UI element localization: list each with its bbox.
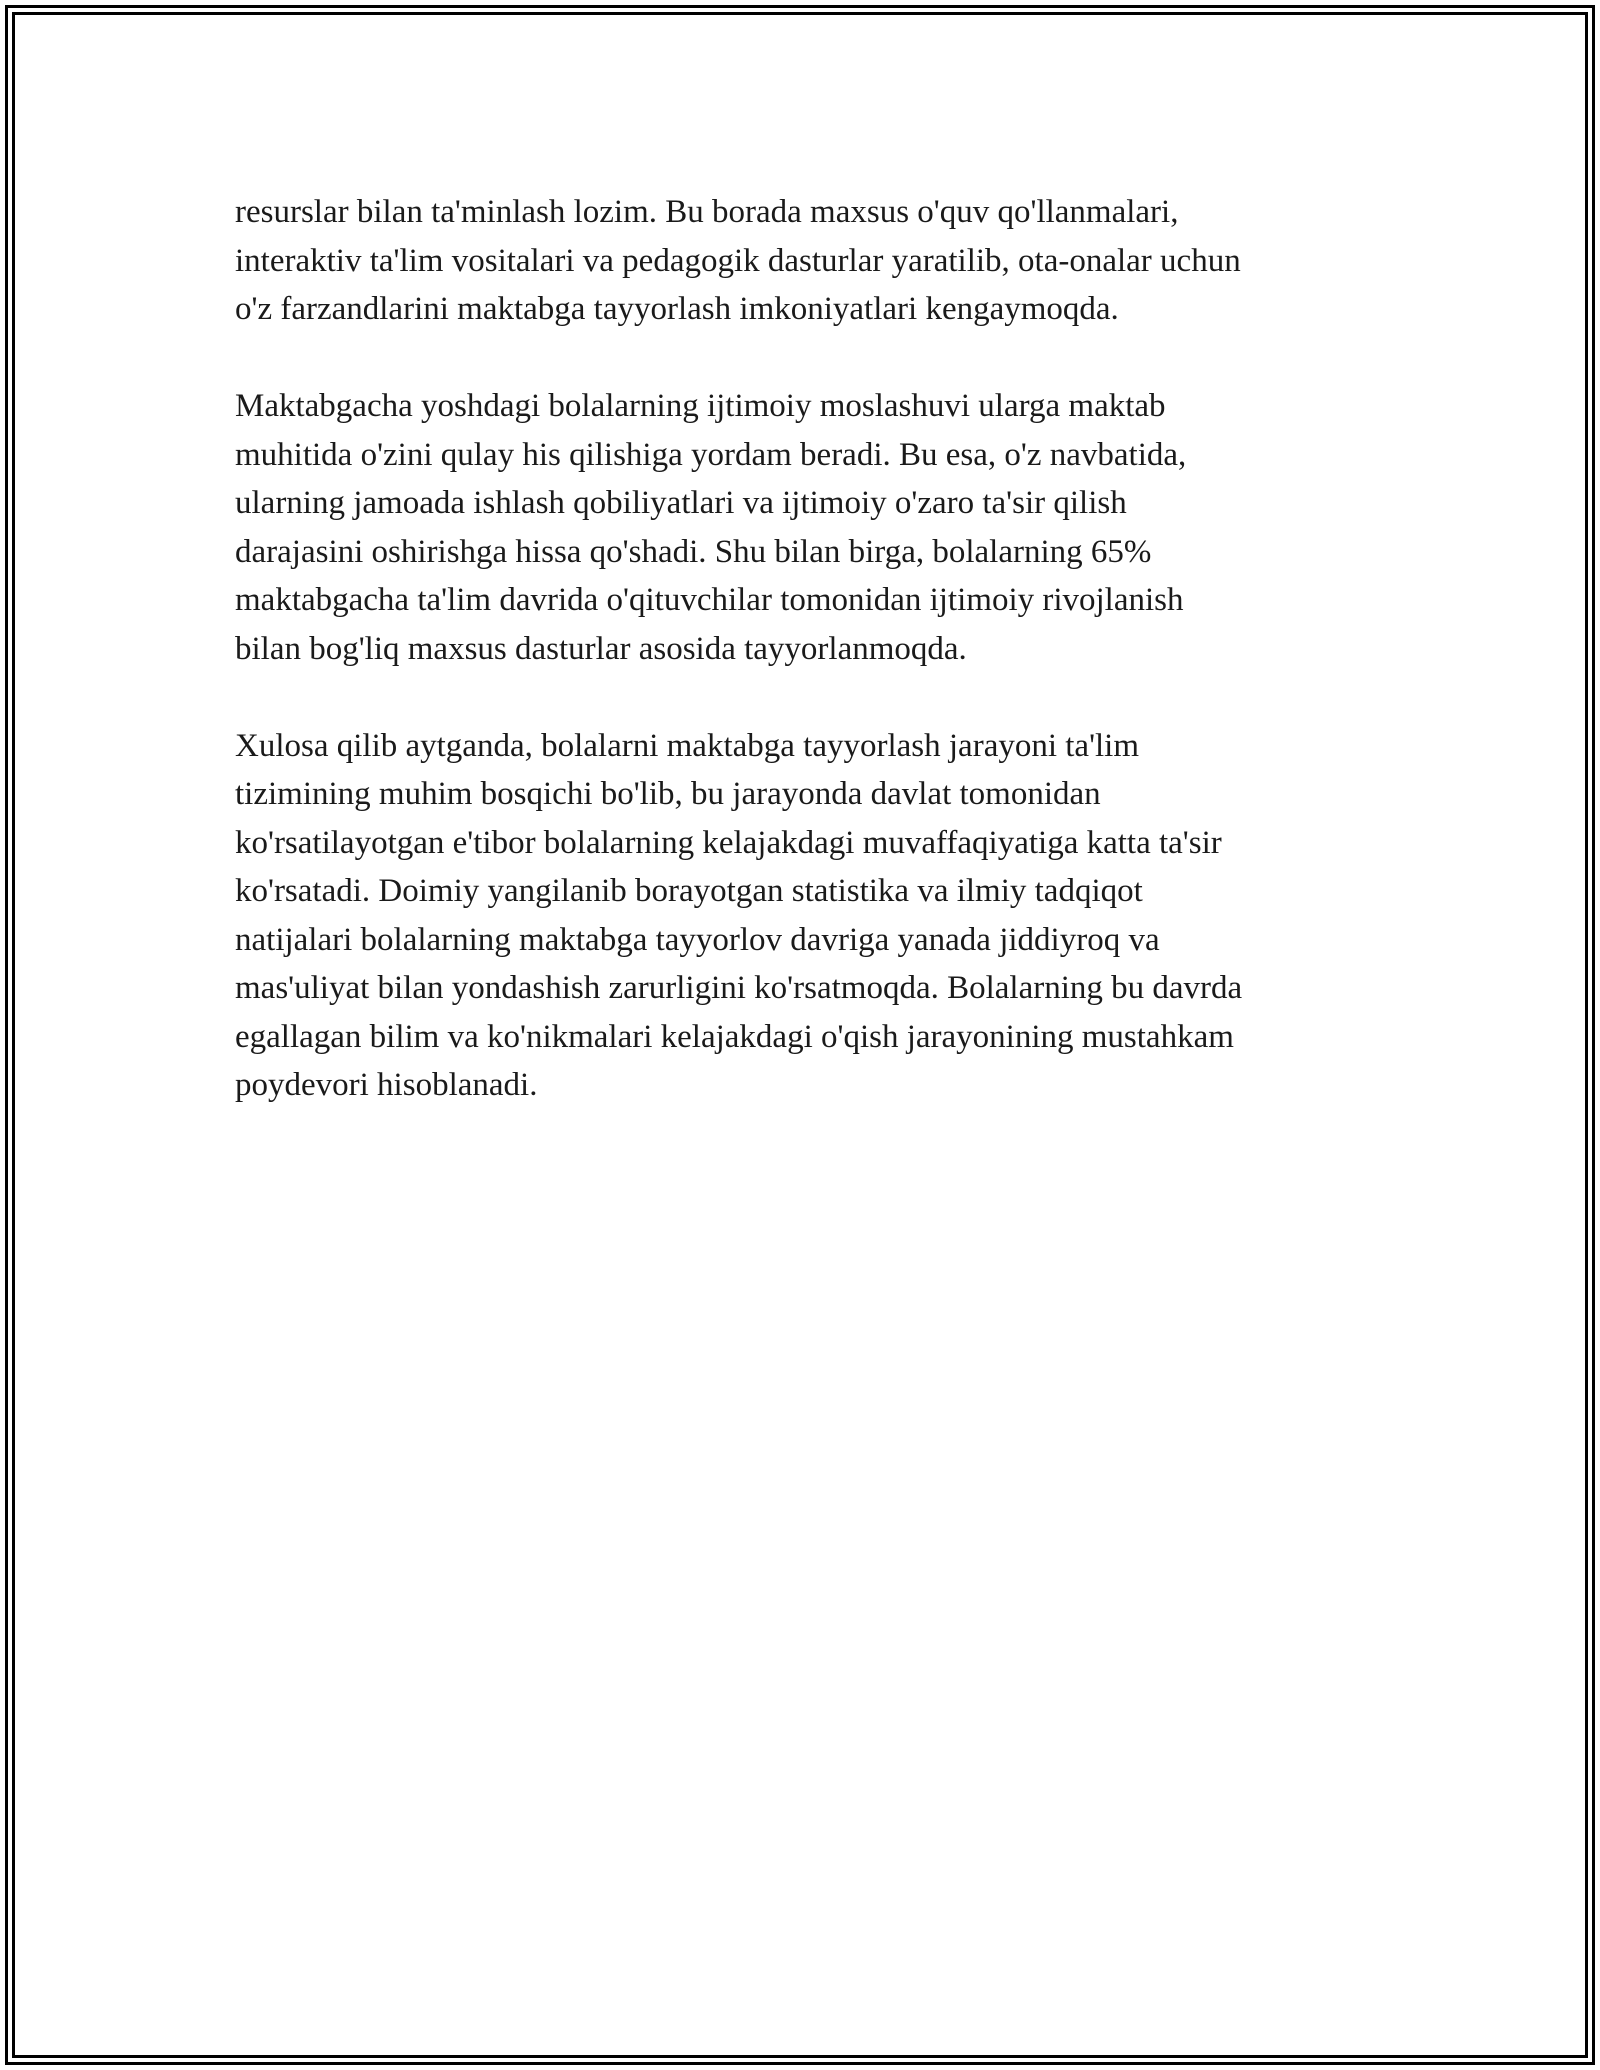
paragraph-conclusion: Xulosa qilib aytganda, bolalarni maktabga tayyorlash jarayoni ta'lim tizimining muhim bosqichi bo'lib, bu jarayonda davlat tomonidan ko'rsatilayotgan e'tibor bolalarning kelajakdagi muvaffaqiyatiga katta ta'sir ko'rsatadi. Doimiy yangilanib borayotgan statistika va ilmiy tadqiqot natijalari bolalarning maktabga tayyorlov davriga yanada jiddiyroq va mas'uliyat bilan yondashish zarurligini ko'rsatmoqda. Bolalarning bu davrda egallagan bilim va ko'nikmalari kelajakdagi o'qish jarayonining mustahkam poydevori hisoblanadi.	[235, 727, 1243, 1103]
document-body	[235, 188, 1365, 1158]
paragraph-social-adaptation: Maktabgacha yoshdagi bolalarning ijtimoiy moslashuvi ularga maktab muhitida o'zini qulay his qilishiga yordam beradi. Bu esa, o'z navbatida, ularning jamoada ishlash qobiliyatlari va ijtimoiy o'zaro ta'sir qilish darajasini oshirishga hissa qo'shadi. Shu bilan birga, bolalarning 65% maktabgacha ta'lim davrida o'qituvchilar tomonidan ijtimoiy rivojlanish bilan bog'liq maxsus dasturlar asosida tayyorlanmoqda.	[235, 388, 1187, 667]
paragraph-resources: resurslar bilan ta'minlash lozim. Bu borada maxsus o'quv qo'llanmalari, interaktiv ta'lim vositalari va pedagogik dasturlar yaratilib, ota-onalar uchun o'z farzandlarini maktabga tayyorlash imkoniyatlari kengaymoqda.	[235, 194, 1241, 327]
